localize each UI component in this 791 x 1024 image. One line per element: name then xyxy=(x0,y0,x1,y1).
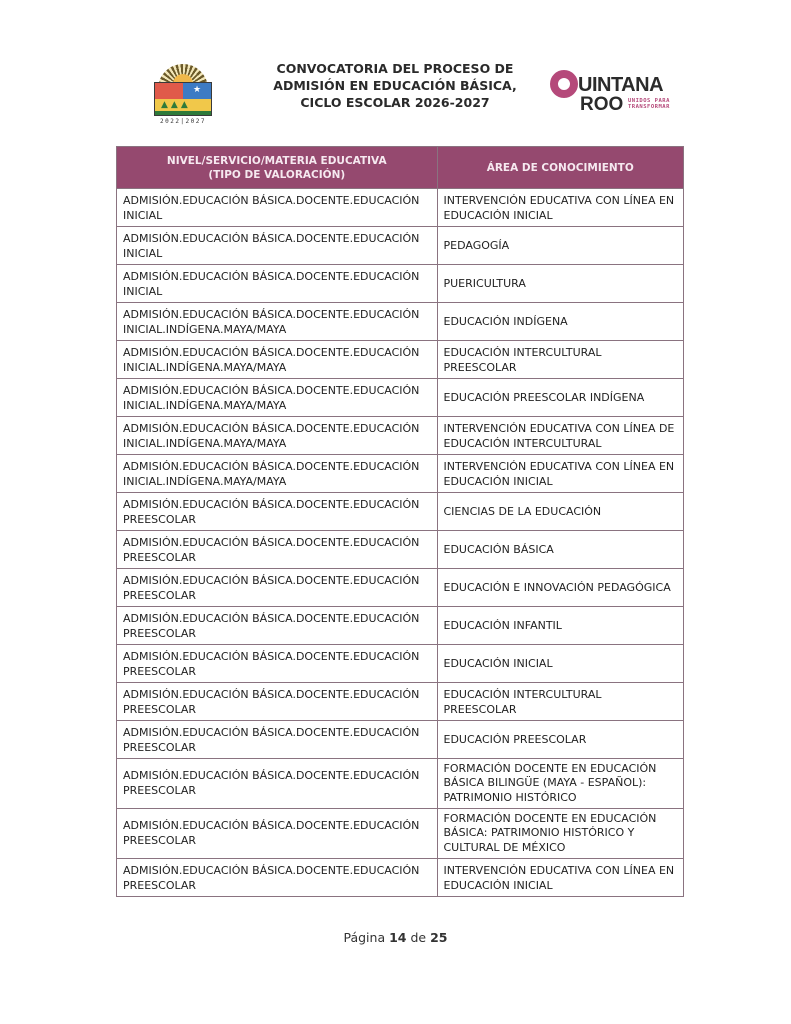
cell-nivel: ADMISIÓN.EDUCACIÓN BÁSICA.DOCENTE.EDUCACIÓN INICIAL xyxy=(117,265,438,303)
cell-nivel: ADMISIÓN.EDUCACIÓN BÁSICA.DOCENTE.EDUCACIÓN INICIAL xyxy=(117,227,438,265)
cell-area: EDUCACIÓN INTERCULTURAL PREESCOLAR xyxy=(437,341,684,379)
state-coat-of-arms-icon xyxy=(150,64,216,126)
cell-area: INTERVENCIÓN EDUCATIVA CON LÍNEA EN EDUCACIÓN INICIAL xyxy=(437,859,684,897)
cell-area: PEDAGOGÍA xyxy=(437,227,684,265)
trees-icon: ▲▲▲ xyxy=(161,100,191,110)
table-row xyxy=(117,569,684,607)
cell-area: PUERICULTURA xyxy=(437,265,684,303)
cell-area: EDUCACIÓN INFANTIL xyxy=(437,607,684,645)
cell-nivel: ADMISIÓN.EDUCACIÓN BÁSICA.DOCENTE.EDUCACIÓN PREESCOLAR xyxy=(117,569,438,607)
cell-nivel: ADMISIÓN.EDUCACIÓN BÁSICA.DOCENTE.EDUCACIÓN PREESCOLAR xyxy=(117,531,438,569)
cell-nivel: ADMISIÓN.EDUCACIÓN BÁSICA.DOCENTE.EDUCACIÓN INICIAL.INDÍGENA.MAYA/MAYA xyxy=(117,303,438,341)
table-row xyxy=(117,265,684,303)
cell-area: FORMACIÓN DOCENTE EN EDUCACIÓN BÁSICA: PATRIMONIO HISTÓRICO Y CULTURAL DE MÉXICO xyxy=(437,809,684,859)
column-header-nivel xyxy=(117,147,438,189)
table-row xyxy=(117,493,684,531)
title-line-3: CICLO ESCOLAR 2026-2027 xyxy=(300,95,490,110)
cell-area: EDUCACIÓN PREESCOLAR INDÍGENA xyxy=(437,379,684,417)
document-header xyxy=(0,0,791,140)
total-pages: 25 xyxy=(430,930,448,945)
cell-nivel: ADMISIÓN.EDUCACIÓN BÁSICA.DOCENTE.EDUCACIÓN INICIAL.INDÍGENA.MAYA/MAYA xyxy=(117,379,438,417)
tagline-line-1: UNIDOS PARA xyxy=(628,98,670,104)
cell-nivel: ADMISIÓN.EDUCACIÓN BÁSICA.DOCENTE.EDUCACIÓN INICIAL.INDÍGENA.MAYA/MAYA xyxy=(117,341,438,379)
cell-area: INTERVENCIÓN EDUCATIVA CON LÍNEA EN EDUCACIÓN INICIAL xyxy=(437,189,684,227)
cell-area: EDUCACIÓN PREESCOLAR xyxy=(437,721,684,759)
table-row xyxy=(117,227,684,265)
cell-nivel: ADMISIÓN.EDUCACIÓN BÁSICA.DOCENTE.EDUCACIÓN INICIAL.INDÍGENA.MAYA/MAYA xyxy=(117,455,438,493)
cell-nivel: ADMISIÓN.EDUCACIÓN BÁSICA.DOCENTE.EDUCACIÓN PREESCOLAR xyxy=(117,493,438,531)
table-row xyxy=(117,379,684,417)
cell-nivel: ADMISIÓN.EDUCACIÓN BÁSICA.DOCENTE.EDUCACIÓN PREESCOLAR xyxy=(117,859,438,897)
shield-red-quarter xyxy=(155,83,183,99)
cell-nivel: ADMISIÓN.EDUCACIÓN BÁSICA.DOCENTE.EDUCACIÓN PREESCOLAR xyxy=(117,759,438,809)
page-label: Página xyxy=(343,930,386,945)
table-row xyxy=(117,645,684,683)
title-line-1: CONVOCATORIA DEL PROCESO DE xyxy=(276,61,514,76)
cell-nivel: ADMISIÓN.EDUCACIÓN BÁSICA.DOCENTE.EDUCACIÓN PREESCOLAR xyxy=(117,683,438,721)
administration-years: 2022|2027 xyxy=(159,118,206,125)
tagline-line-2: TRANSFORMAR xyxy=(628,104,670,110)
column-header-nivel-line-1: NIVEL/SERVICIO/MATERIA EDUCATIVA xyxy=(166,154,387,167)
cell-area: FORMACIÓN DOCENTE EN EDUCACIÓN BÁSICA BILINGÜE (MAYA - ESPAÑOL): PATRIMONIO HISTÓRICO xyxy=(437,759,684,809)
cell-nivel: ADMISIÓN.EDUCACIÓN BÁSICA.DOCENTE.EDUCACIÓN PREESCOLAR xyxy=(117,809,438,859)
shield-yellow-quarter xyxy=(155,99,211,115)
shield-icon xyxy=(154,82,212,116)
cell-nivel: ADMISIÓN.EDUCACIÓN BÁSICA.DOCENTE.EDUCACIÓN PREESCOLAR xyxy=(117,645,438,683)
table-header-row xyxy=(117,147,684,189)
table-row xyxy=(117,189,684,227)
cell-nivel: ADMISIÓN.EDUCACIÓN BÁSICA.DOCENTE.EDUCACIÓN INICIAL xyxy=(117,189,438,227)
cell-nivel: ADMISIÓN.EDUCACIÓN BÁSICA.DOCENTE.EDUCACIÓN INICIAL.INDÍGENA.MAYA/MAYA xyxy=(117,417,438,455)
cell-area: CIENCIAS DE LA EDUCACIÓN xyxy=(437,493,684,531)
table-row xyxy=(117,683,684,721)
cell-area: INTERVENCIÓN EDUCATIVA CON LÍNEA DE EDUCACIÓN INTERCULTURAL xyxy=(437,417,684,455)
cell-area: EDUCACIÓN INTERCULTURAL PREESCOLAR xyxy=(437,683,684,721)
table-row xyxy=(117,455,684,493)
table-row xyxy=(117,809,684,859)
cell-area: EDUCACIÓN INICIAL xyxy=(437,645,684,683)
column-header-nivel-line-2: (TIPO DE VALORACIÓN) xyxy=(208,168,346,181)
logo-word-roo: ROO xyxy=(580,94,624,115)
table-row xyxy=(117,759,684,809)
page-number xyxy=(0,930,791,945)
title-line-2: ADMISIÓN EN EDUCACIÓN BÁSICA, xyxy=(273,78,517,93)
table-row xyxy=(117,721,684,759)
table-row xyxy=(117,859,684,897)
knowledge-area-table xyxy=(116,146,684,897)
table-row xyxy=(117,607,684,645)
current-page: 14 xyxy=(389,930,407,945)
cell-area: EDUCACIÓN E INNOVACIÓN PEDAGÓGICA xyxy=(437,569,684,607)
table-row xyxy=(117,531,684,569)
shield-base xyxy=(155,111,211,115)
cell-nivel: ADMISIÓN.EDUCACIÓN BÁSICA.DOCENTE.EDUCACIÓN PREESCOLAR xyxy=(117,721,438,759)
document-title xyxy=(250,60,540,111)
cell-area: EDUCACIÓN BÁSICA xyxy=(437,531,684,569)
logo-word-uintana: UINTANA xyxy=(578,74,664,96)
star-icon: ★ xyxy=(183,83,211,99)
table-row xyxy=(117,303,684,341)
q-ring-icon xyxy=(550,70,578,98)
table-row xyxy=(117,341,684,379)
cell-area: EDUCACIÓN INDÍGENA xyxy=(437,303,684,341)
table-row xyxy=(117,417,684,455)
of-label: de xyxy=(410,930,427,945)
quintana-roo-logo-icon xyxy=(548,68,678,118)
column-header-area: ÁREA DE CONOCIMIENTO xyxy=(437,147,684,189)
logo-tagline xyxy=(628,98,670,110)
cell-area: INTERVENCIÓN EDUCATIVA CON LÍNEA EN EDUCACIÓN INICIAL xyxy=(437,455,684,493)
cell-nivel: ADMISIÓN.EDUCACIÓN BÁSICA.DOCENTE.EDUCACIÓN PREESCOLAR xyxy=(117,607,438,645)
